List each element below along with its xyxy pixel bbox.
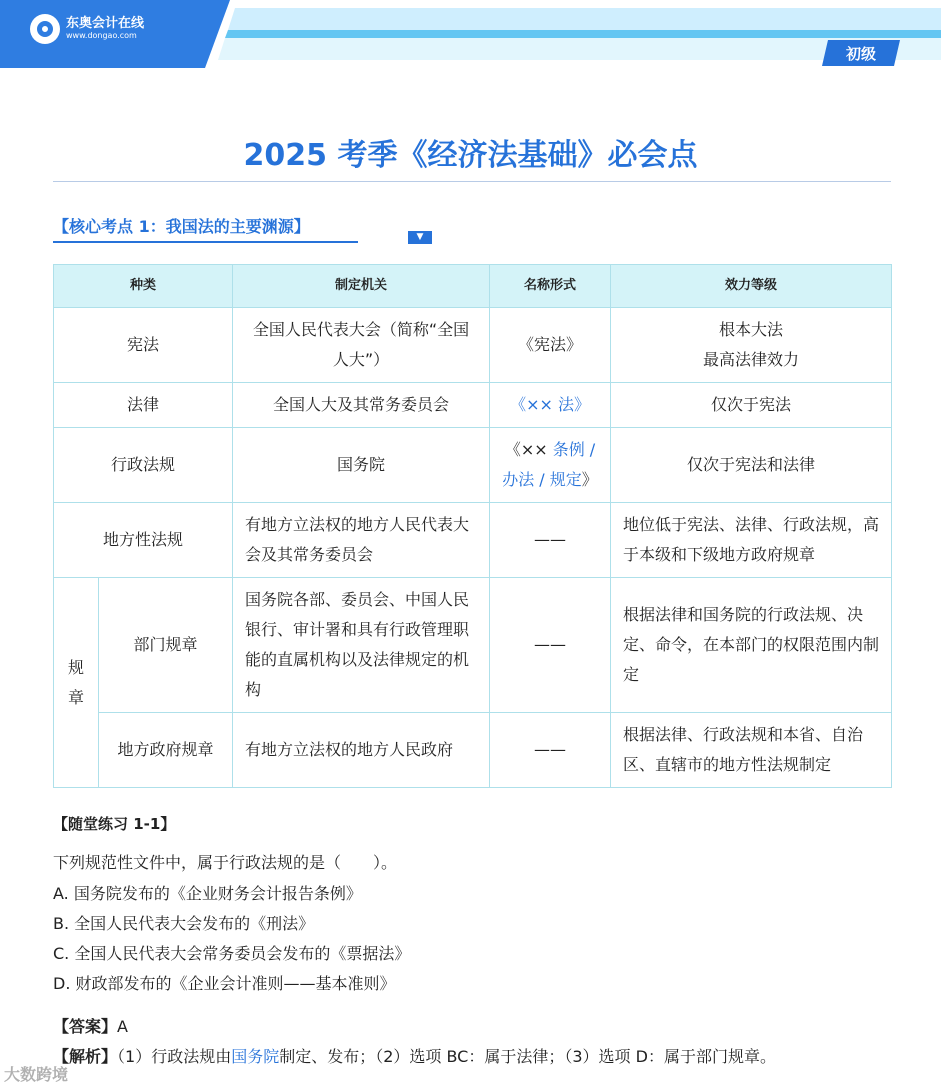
form-suffix: 》 <box>581 470 598 489</box>
cell-kind: 部门规章 <box>99 578 233 713</box>
cell-kind: 宪法 <box>54 308 233 383</box>
cell-effect: 仅次于宪法和法律 <box>611 428 892 503</box>
table-row <box>54 503 892 578</box>
table-row <box>54 713 892 788</box>
cell-effect: 地位低于宪法、法律、行政法规，高于本级和下级地方政府规章 <box>611 503 892 578</box>
cell-body: 国务院各部、委员会、中国人民银行、审计署和具有行政管理职能的直属机构以及法律规定的机构 <box>233 578 490 713</box>
law-sources-table <box>53 264 892 788</box>
watermark: 大数跨境 <box>4 1065 69 1084</box>
table-row <box>54 578 892 713</box>
table-row <box>54 428 892 503</box>
cell-form <box>490 428 611 503</box>
cell-effect: 仅次于宪法 <box>611 383 892 428</box>
analysis-text: 制定、发布；（2）选项 BC：属于法律；（3）选项 D：属于部门规章。 <box>279 1047 776 1066</box>
cell-body: 国务院 <box>233 428 490 503</box>
analysis-highlight: 国务院 <box>231 1047 280 1066</box>
form-prefix: 《×× <box>504 440 553 459</box>
level-badge-label: 初级 <box>845 44 876 63</box>
logo-icon <box>30 14 60 44</box>
option-d: D. 财政部发布的《企业会计准则——基本准则》 <box>53 974 396 993</box>
table-row <box>54 308 892 383</box>
title-divider <box>53 181 891 182</box>
answer-label: 【答案】 <box>53 1017 118 1036</box>
cell-form: —— <box>490 578 611 713</box>
cell-body: 有地方立法权的地方人民政府 <box>233 713 490 788</box>
analysis-line <box>53 1044 776 1067</box>
cell-effect: 根据法律和国务院的行政法规、决定、命令，在本部门的权限范围内制定 <box>611 578 892 713</box>
practice-title: 【随堂练习 1-1】 <box>53 815 176 833</box>
cell-form: 《×× 法》 <box>490 383 611 428</box>
brand-logo <box>30 14 144 44</box>
header-body: 制定机关 <box>233 265 490 308</box>
header-effect: 效力等级 <box>611 265 892 308</box>
cell-rules-group <box>54 578 99 788</box>
page-title: 2025 考季《经济法基础》必会点 <box>243 138 698 173</box>
rules-group-label: 规章 <box>67 657 84 707</box>
cell-kind: 法律 <box>54 383 233 428</box>
option-a: A. 国务院发布的《企业财务会计报告条例》 <box>53 884 362 903</box>
analysis-text: （1）行政法规由 <box>117 1047 232 1066</box>
chevron-down-icon: ▼ <box>408 231 432 244</box>
section-heading <box>53 214 424 244</box>
answer-value: A <box>117 1017 128 1036</box>
brand-name: 东奥会计在线 <box>66 16 145 32</box>
level-badge <box>822 40 900 66</box>
cell-body: 有地方立法权的地方人民代表大会及其常务委员会 <box>233 503 490 578</box>
cell-kind: 地方性法规 <box>54 503 233 578</box>
section-title: 【核心考点 1：我国法的主要渊源】 <box>53 217 310 236</box>
brand-url: www.dongao.com <box>66 30 137 40</box>
header-form: 名称形式 <box>490 265 611 308</box>
table-row <box>54 383 892 428</box>
cell-body: 全国人民代表大会（简称“全国人大”） <box>233 308 490 383</box>
cell-kind: 行政法规 <box>54 428 233 503</box>
cell-form: —— <box>490 503 611 578</box>
option-c: C. 全国人民代表大会常务委员会发布的《票据法》 <box>53 944 411 963</box>
cell-form: 《宪法》 <box>490 308 611 383</box>
effect-line: 根本大法 <box>719 320 784 339</box>
cell-kind: 地方政府规章 <box>99 713 233 788</box>
analysis-label: 【解析】 <box>53 1047 118 1066</box>
practice-question: 下列规范性文件中，属于行政法规的是（ ）。 <box>53 853 398 872</box>
cell-form: —— <box>490 713 611 788</box>
section-underline <box>53 241 358 243</box>
cell-body: 全国人大及其常务委员会 <box>233 383 490 428</box>
top-banner <box>0 0 941 68</box>
option-b: B. 全国人民代表大会发布的《刑法》 <box>53 914 315 933</box>
effect-line: 最高法律效力 <box>703 350 800 369</box>
form-highlight: 条例 / 办法 / 规定 <box>502 440 596 489</box>
answer-line <box>53 1014 128 1037</box>
header-kind: 种类 <box>54 265 233 308</box>
cell-effect <box>611 308 892 383</box>
cell-effect: 根据法律、行政法规和本省、自治区、直辖市的地方性法规制定 <box>611 713 892 788</box>
table-header-row <box>54 265 892 308</box>
